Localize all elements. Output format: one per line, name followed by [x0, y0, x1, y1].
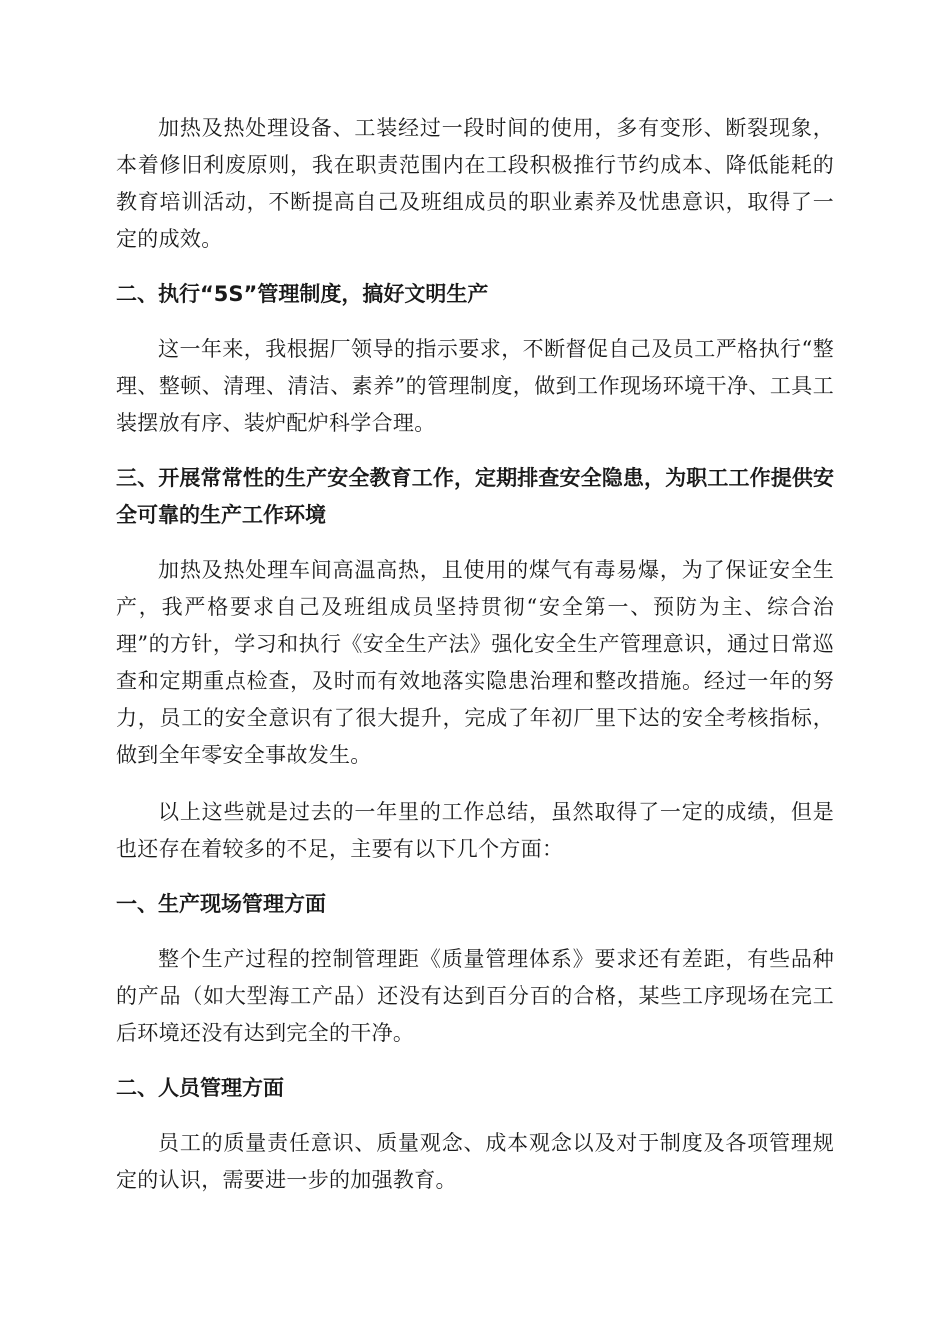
paragraph-safety-production: 加热及热处理车间高温高热，且使用的煤气有毒易爆，为了保证安全生产，我严格要求自己及班组成员坚持贯彻“安全第一、预防为主、综合治理”的方针，学习和执行《安全生产法》强化安全生产管理意识，通过日常巡查和定期重点检查，及时而有效地落实隐患治理和整改措施。经过一年的努力，员工的安全意识有了很大提升，完成了年初厂里下达的安全考核指标，做到全年零安全事故发生。 — [116, 558, 834, 767]
paragraph-equipment-maintenance: 加热及热处理设备、工装经过一段时间的使用，多有变形、断裂现象，本着修旧利废原则，我在职责范围内在工段积极推行节约成本、降低能耗的教育培训活动，不断提高自己及班组成员的职业素养及忧患意识，取得了一定的成效。 — [116, 116, 834, 251]
section-heading-personnel-management: 二、人员管理方面 — [116, 1076, 284, 1100]
document-page — [116, 110, 834, 1199]
paragraph-5s-management: 这一年来，我根据厂领导的指示要求，不断督促自己及员工严格执行“整理、整顿、清理、清洁、素养”的管理制度，做到工作现场环境干净、工具工装摆放有序、装炉配炉科学合理。 — [116, 337, 834, 435]
paragraph-site-management: 整个生产过程的控制管理距《质量管理体系》要求还有差距，有些品种的产品（如大型海工产品）还没有达到百分百的合格，某些工序现场在完工后环境还没有达到完全的干净。 — [116, 947, 834, 1045]
section-heading-site-management: 一、生产现场管理方面 — [116, 892, 326, 916]
paragraph-personnel-management: 员工的质量责任意识、质量观念、成本观念以及对于制度及各项管理规定的认识，需要进一步的加强教育。 — [116, 1131, 834, 1192]
section-heading-safety-education: 三、开展常常性的生产安全教育工作，定期排查安全隐患，为职工工作提供安全可靠的生产工作环境 — [116, 466, 834, 527]
section-heading-5s: 二、执行“5S”管理制度，搞好文明生产 — [116, 282, 489, 306]
paragraph-summary-shortcomings: 以上这些就是过去的一年里的工作总结，虽然取得了一定的成绩，但是也还存在着较多的不足，主要有以下几个方面： — [116, 800, 834, 861]
